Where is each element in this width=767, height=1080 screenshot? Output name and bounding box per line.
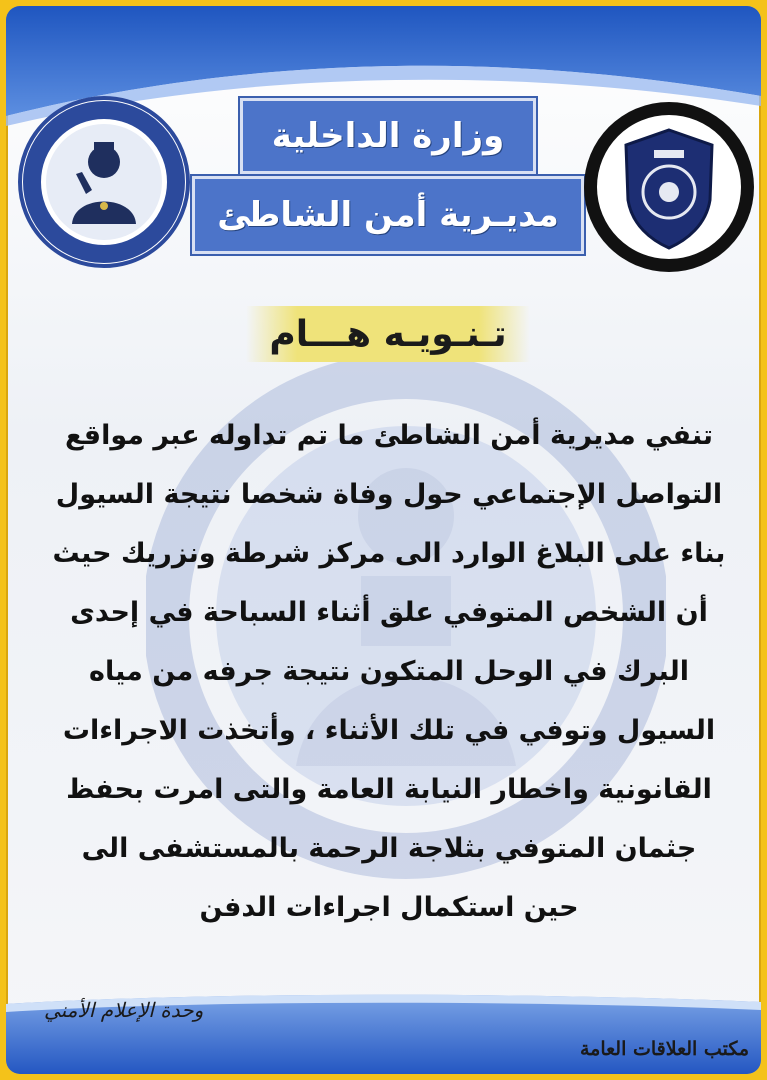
ministry-of-interior-logo-icon — [582, 100, 756, 274]
footer-public-relations: مكتب العلاقات العامة — [579, 1038, 749, 1060]
notice-line: أن الشخص المتوفي علق أثناء السباحة في إحدى — [70, 597, 708, 628]
notice-line: حين استكمال اجراءات الدفن — [199, 892, 579, 923]
notice-line: بناء على البلاغ الوارد الى مركز شرطة ونزريك حيث — [52, 538, 726, 569]
ministry-title: وزارة الداخلية — [271, 116, 505, 156]
notice-card — [6, 6, 761, 1074]
directorate-title: مديـرية أمن الشاطئ — [217, 195, 559, 235]
notice-line: جثمان المتوفي بثلاجة الرحمة بالمستشفى الى — [81, 833, 697, 864]
footer-media-unit: وحدة الإعلام الأمني — [44, 998, 204, 1022]
directorate-title-box — [192, 176, 584, 254]
notice-line: السيول وتوفي في تلك الأثناء ، وأتخذت الاجراءات — [62, 715, 716, 746]
notice-body — [36, 406, 742, 937]
notice-heading-banner — [246, 306, 530, 362]
notice-line: تنفي مديرية أمن الشاطئ ما تم تداوله عبر مواقع — [64, 420, 714, 451]
notice-line: القانونية واخطار النيابة العامة والتى امرت بحفظ — [66, 774, 712, 805]
notice-line: البرك في الوحل المتكون نتيجة جرفه من مياه — [89, 656, 689, 687]
notice-line: التواصل الإجتماعي حول وفاة شخصا نتيجة السيول — [55, 479, 723, 510]
notice-heading: تـنـويـه هـــام — [269, 313, 507, 355]
security-media-unit-logo-icon — [16, 94, 192, 270]
ministry-title-box — [240, 98, 536, 174]
